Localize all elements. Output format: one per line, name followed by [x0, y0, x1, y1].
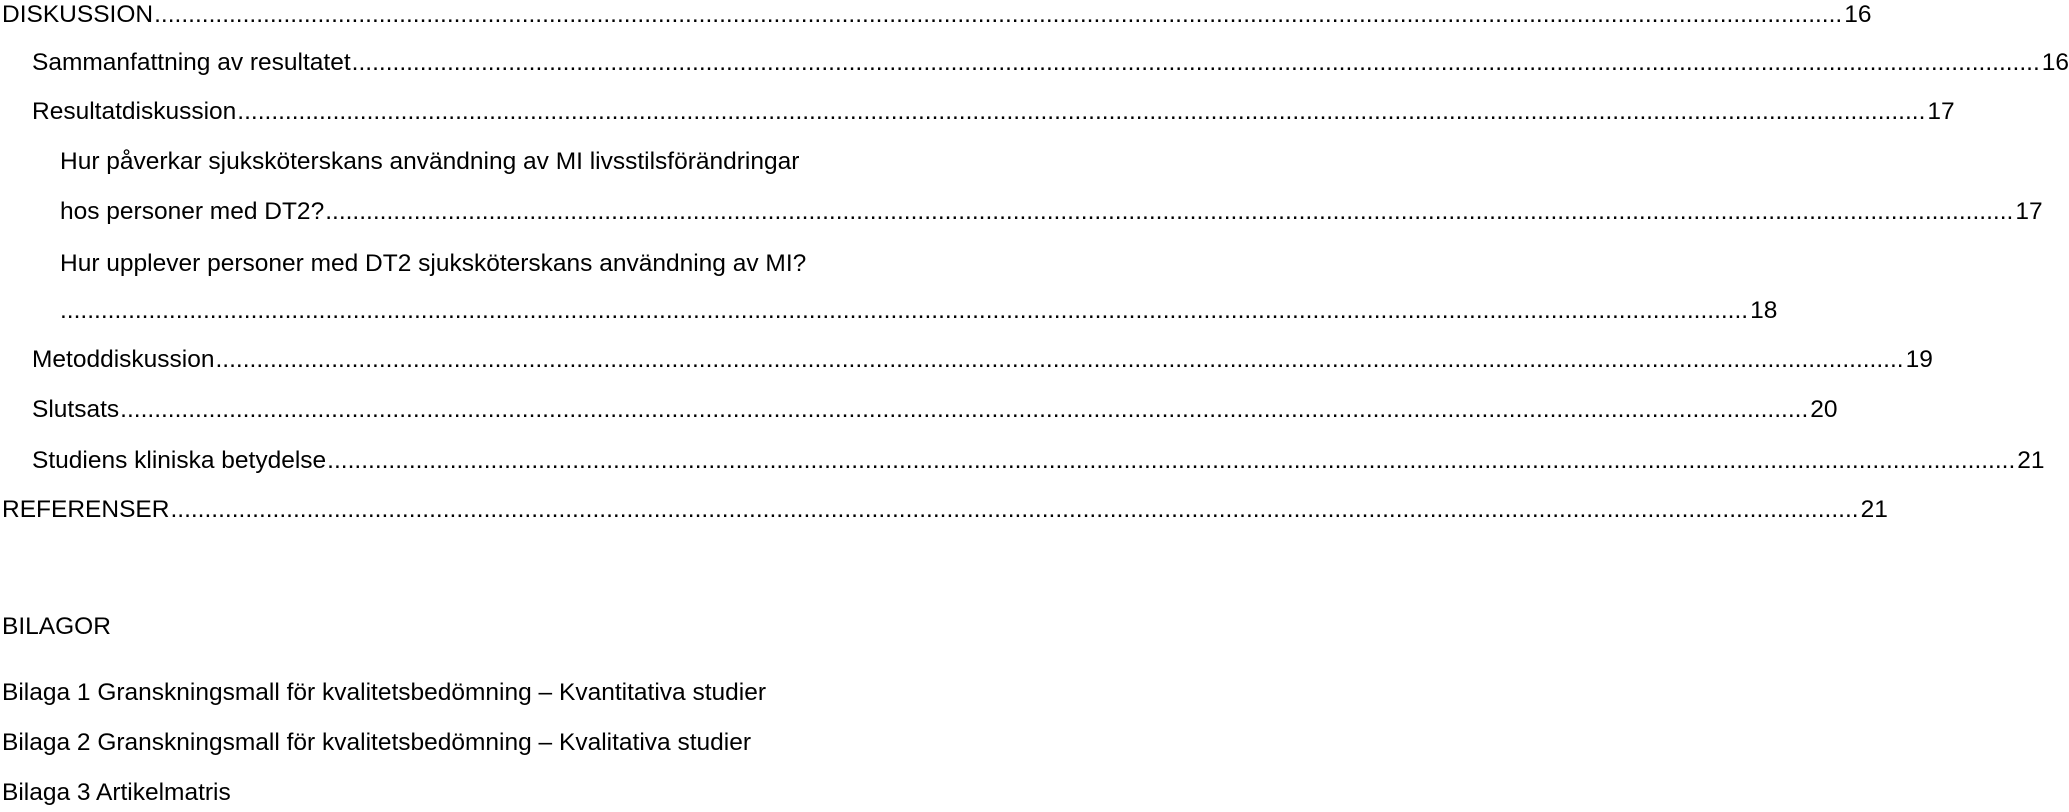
- toc-page-number: 19: [1905, 346, 1933, 373]
- toc-entry-referenser[interactable]: [2, 495, 1888, 525]
- toc-entry-hur-upplever[interactable]: [60, 296, 1778, 326]
- toc-entry-text: Metoddiskussion: [32, 346, 215, 373]
- toc-page-number: 21: [2017, 447, 2045, 474]
- toc-entry-studiens-kliniska-betydelse[interactable]: [32, 446, 2045, 476]
- toc-entry-diskussion[interactable]: [2, 0, 1872, 30]
- toc-leader-dots: ........................................................................................................................................................................................................................................................: [120, 396, 1809, 423]
- toc-leader-dots: ........................................................................................................................................................................................................................................................: [325, 198, 2014, 225]
- toc-entry-metoddiskussion[interactable]: [32, 345, 1933, 375]
- appendices-heading: BILAGOR: [2, 613, 111, 640]
- appendix-item: Bilaga 3 Artikelmatris: [2, 779, 231, 806]
- toc-leader-dots: ........................................................................................................................................................................................................................................................: [215, 346, 1904, 373]
- toc-entry-text: Resultatdiskussion: [32, 98, 237, 125]
- toc-entry-text: DISKUSSION: [2, 1, 154, 28]
- toc-page-number: 17: [1927, 98, 1955, 125]
- toc-entry-text: hos personer med DT2?: [60, 198, 325, 225]
- toc-page-number: 20: [1810, 396, 1838, 423]
- toc-page-number: 17: [2015, 198, 2043, 225]
- toc-entry-sammanfattning[interactable]: [32, 48, 2069, 78]
- toc-page-number: 18: [1750, 297, 1778, 324]
- toc-leader-dots: ........................................................................................................................................................................................................................................................: [327, 447, 2016, 474]
- toc-page-number: 16: [2041, 49, 2069, 76]
- appendix-item: Bilaga 1 Granskningsmall för kvalitetsbedömning – Kvantitativa studier: [2, 679, 766, 706]
- toc-entry-text: Slutsats: [32, 396, 120, 423]
- toc-page-number: 16: [1844, 1, 1872, 28]
- toc-leader-dots: ........................................................................................................................................................................................................................................................: [154, 1, 1843, 28]
- toc-entry-resultatdiskussion[interactable]: [32, 97, 1955, 127]
- toc-entry-text: Studiens kliniska betydelse: [32, 447, 327, 474]
- toc-leader-dots: ........................................................................................................................................................................................................................................................: [237, 98, 1926, 125]
- toc-entry-hur-paverkar[interactable]: [60, 197, 2043, 227]
- appendix-item: Bilaga 2 Granskningsmall för kvalitetsbedömning – Kvalitativa studier: [2, 729, 751, 756]
- toc-entry-hur-upplever-line1[interactable]: Hur upplever personer med DT2 sjuksköterskans användning av MI?: [60, 250, 807, 277]
- toc-leader-dots: ........................................................................................................................................................................................................................................................: [60, 297, 1749, 324]
- toc-entry-slutsats[interactable]: [32, 395, 1838, 425]
- toc-leader-dots: ........................................................................................................................................................................................................................................................: [351, 49, 2040, 76]
- toc-leader-dots: ........................................................................................................................................................................................................................................................: [170, 496, 1859, 523]
- toc-entry-text: REFERENSER: [2, 496, 170, 523]
- toc-page-number: 21: [1860, 496, 1888, 523]
- toc-entry-hur-paverkar-line1[interactable]: Hur påverkar sjuksköterskans användning av MI livsstilsförändringar: [60, 148, 800, 175]
- toc-entry-text: Sammanfattning av resultatet: [32, 49, 351, 76]
